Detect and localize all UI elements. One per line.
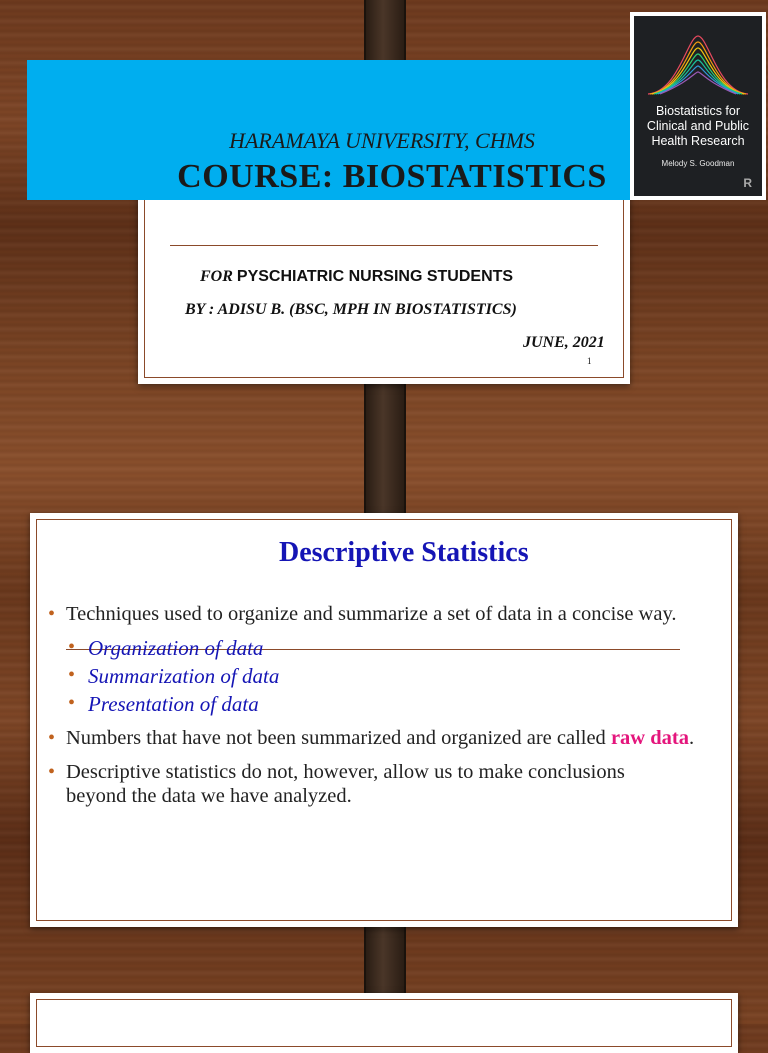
publisher-logo: R xyxy=(743,176,752,190)
bullet-dot: • xyxy=(68,692,76,714)
list-item: • Descriptive statistics do not, however, allow us to make conclusions beyond the data we have analyzed. xyxy=(48,761,625,807)
slide-frame xyxy=(36,999,732,1047)
sub-list-item: • Summarization of data xyxy=(68,662,708,690)
list-item: • Numbers that have not been summarized and organized are called raw data. xyxy=(48,727,695,749)
book-cover xyxy=(634,16,762,196)
course-title: COURSE: BIOSTATISTICS xyxy=(177,158,607,195)
bullet-dot: • xyxy=(48,761,56,783)
university-name: HARAMAYA UNIVERSITY, CHMS xyxy=(229,128,535,153)
sub-list-item: • Organization of data xyxy=(68,634,708,662)
wood-post-top xyxy=(364,0,406,62)
date-text: JUNE, 2021 xyxy=(523,334,605,351)
for-label: FOR xyxy=(200,268,233,285)
bullet-dot: • xyxy=(48,603,56,625)
bullet-dot: • xyxy=(68,664,76,686)
bullet-dot: • xyxy=(48,727,56,749)
title-divider xyxy=(170,245,598,246)
title-banner xyxy=(27,60,647,200)
list-item: • Techniques used to organize and summarize a set of data in a concise way. xyxy=(48,603,677,625)
slide-title: Descriptive Statistics xyxy=(279,537,529,568)
audience-text: PYSCHIATRIC NURSING STUDENTS xyxy=(236,268,514,285)
raw-data-term: raw data xyxy=(610,727,689,749)
book-cover-image xyxy=(630,12,766,200)
book-author: Melody S. Goodman xyxy=(661,159,735,168)
slide-number: 1 xyxy=(587,356,592,366)
bell-curve-icon xyxy=(634,16,762,106)
bullet-dot: • xyxy=(68,636,76,658)
title-slide[interactable] xyxy=(138,190,630,384)
bullet-list xyxy=(48,602,708,808)
book-title: Biostatistics for Clinical and Public Health Research xyxy=(646,104,750,148)
author-line: BY : ADISU B. (BSC, MPH IN BIOSTATISTICS) xyxy=(185,301,517,318)
next-slide-partial[interactable] xyxy=(30,993,738,1053)
sub-list-item: • Presentation of data xyxy=(68,690,708,718)
wood-post-middle xyxy=(364,366,406,534)
audience-line xyxy=(200,268,513,286)
